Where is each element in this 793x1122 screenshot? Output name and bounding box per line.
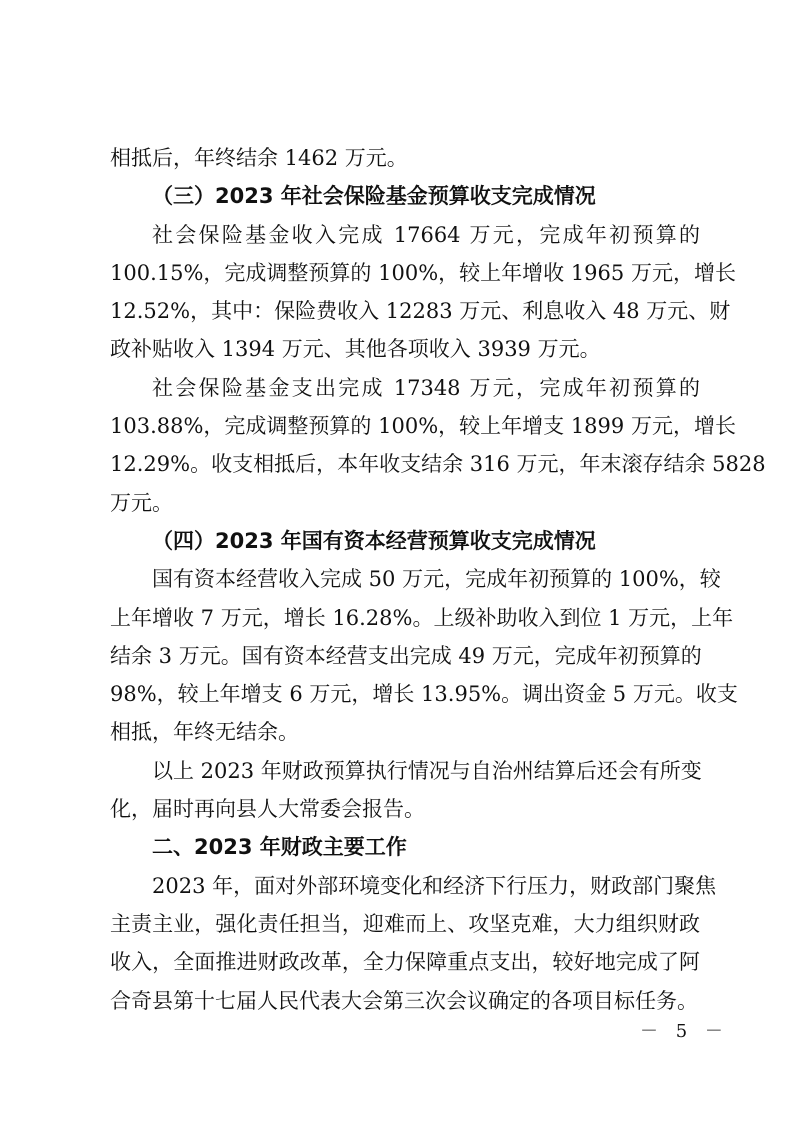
paragraph-line: 合奇县第十七届人民代表大会第三次会议确定的各项目标任务。 (110, 988, 698, 1013)
paragraph-line: 化，届时再向县人大常委会报告。 (110, 797, 425, 822)
document-body (110, 139, 766, 1020)
paragraph-line: 103.88%，完成调整预算的 100%，较上年增支 1899 万元，增长 (110, 414, 736, 439)
paragraph-line: 2023 年，面对外部环境变化和经济下行压力，财政部门聚焦 (152, 873, 717, 898)
page-number: － 5 － (640, 1021, 729, 1042)
paragraph-line: 政补贴收入 1394 万元、其他各项收入 3939 万元。 (110, 337, 601, 362)
paragraph-line: 主责主业，强化责任担当，迎难而上、攻坚克难，大力组织财政 (110, 911, 700, 936)
paragraph-line: 98%，较上年增支 6 万元，增长 13.95%。调出资金 5 万元。收支 (110, 682, 738, 707)
paragraph-line: 100.15%，完成调整预算的 100%，较上年增收 1965 万元，增长 (110, 260, 736, 285)
paragraph-line: 上年增收 7 万元，增长 16.28%。上级补助收入到位 1 万元，上年 (110, 605, 734, 630)
paragraph-line: 以上 2023 年财政预算执行情况与自治州结算后还会有所变 (152, 758, 702, 783)
section-heading: （三）2023 年社会保险基金预算收支完成情况 (152, 184, 596, 209)
paragraph-line: 万元。 (110, 490, 173, 515)
paragraph-line: 社会保险基金支出完成 17348 万元，完成年初预算的 (152, 375, 700, 400)
section-heading: （四）2023 年国有资本经营预算收支完成情况 (152, 528, 596, 553)
paragraph-line: 相抵，年终无结余。 (110, 720, 299, 745)
paragraph-line: 国有资本经营收入完成 50 万元，完成年初预算的 100%，较 (152, 567, 721, 592)
paragraph-line: 收入，全面推进财政改革，全力保障重点支出，较好地完成了阿 (110, 950, 700, 975)
paragraph-line: 12.29%。收支相抵后，本年收支结余 316 万元，年末滚存结余 5828 (110, 452, 766, 477)
paragraph-line: 12.52%，其中：保险费收入 12283 万元、利息收入 48 万元、财 (110, 299, 731, 324)
paragraph-line: 社会保险基金收入完成 17664 万元，完成年初预算的 (152, 222, 700, 247)
paragraph-line: 结余 3 万元。国有资本经营支出完成 49 万元，完成年初预算的 (110, 643, 702, 668)
section-heading: 二、2023 年财政主要工作 (152, 835, 407, 860)
paragraph-line: 相抵后，年终结余 1462 万元。 (110, 146, 408, 170)
